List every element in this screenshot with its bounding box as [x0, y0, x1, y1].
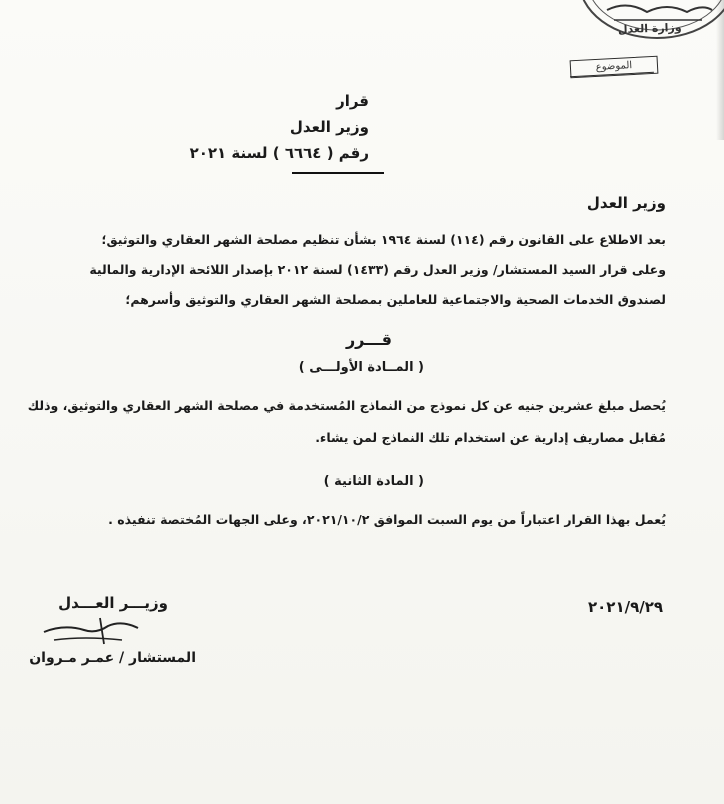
article-1-line-2: مُقابل مصاريف إدارية عن استخدام تلك النماذج لمن يشاء.: [315, 430, 666, 445]
article-1-title: ( المــادة الأولـــى ): [298, 360, 424, 375]
decree-number: رقم ( ٦٦٦٤ ) لسنة ٢٠٢١: [189, 144, 369, 162]
preamble-line-2: وعلى قرار السيد المستشار/ وزير العدل رقم (١٤٣٣) لسنة ٢٠١٢ بإصدار اللائحة الإدارية والمالية: [89, 262, 666, 277]
handwritten-date: ٢٠٢١/٩/٢٩: [588, 598, 664, 616]
article-1-line-1: يُحصل مبلغ عشرين جنيه عن كل نموذج من النماذج المُستخدمة في مصلحة الشهر العقاري والتوثيق، وذلك: [27, 398, 666, 413]
minister-heading: وزير العدل: [586, 194, 666, 212]
decree-title: قرار: [336, 92, 369, 110]
title-rule: [292, 172, 384, 174]
ministry-stamp-text: وزارة العدل: [618, 20, 683, 37]
preamble-line-1: بعد الاطلاع على القانون رقم (١١٤) لسنة ١٩٦٤ بشأن تنظيم مصلحة الشهر العقاري والتوثيق؛: [101, 232, 666, 247]
article-2-title: ( المادة الثانية ): [323, 474, 424, 489]
article-2-line-1: يُعمل بهذا القرار اعتباراً من يوم السبت الموافق ٢٠٢١/١٠/٢، وعلى الجهات المُختصة تنفيذه .: [108, 512, 666, 527]
decree-issuer: وزير العدل: [289, 118, 369, 136]
decided-heading: قـــرر: [345, 330, 392, 349]
signatory-name: المستشار / عمـر مـروان: [29, 650, 196, 666]
reference-box: الموضوع: [570, 56, 659, 79]
signatory-title: وزيـــر العـــدل: [58, 594, 168, 612]
preamble-line-3: لصندوق الخدمات الصحية والاجتماعية للعاملين بمصلحة الشهر العقاري والتوثيق وأسرهم؛: [125, 292, 666, 307]
